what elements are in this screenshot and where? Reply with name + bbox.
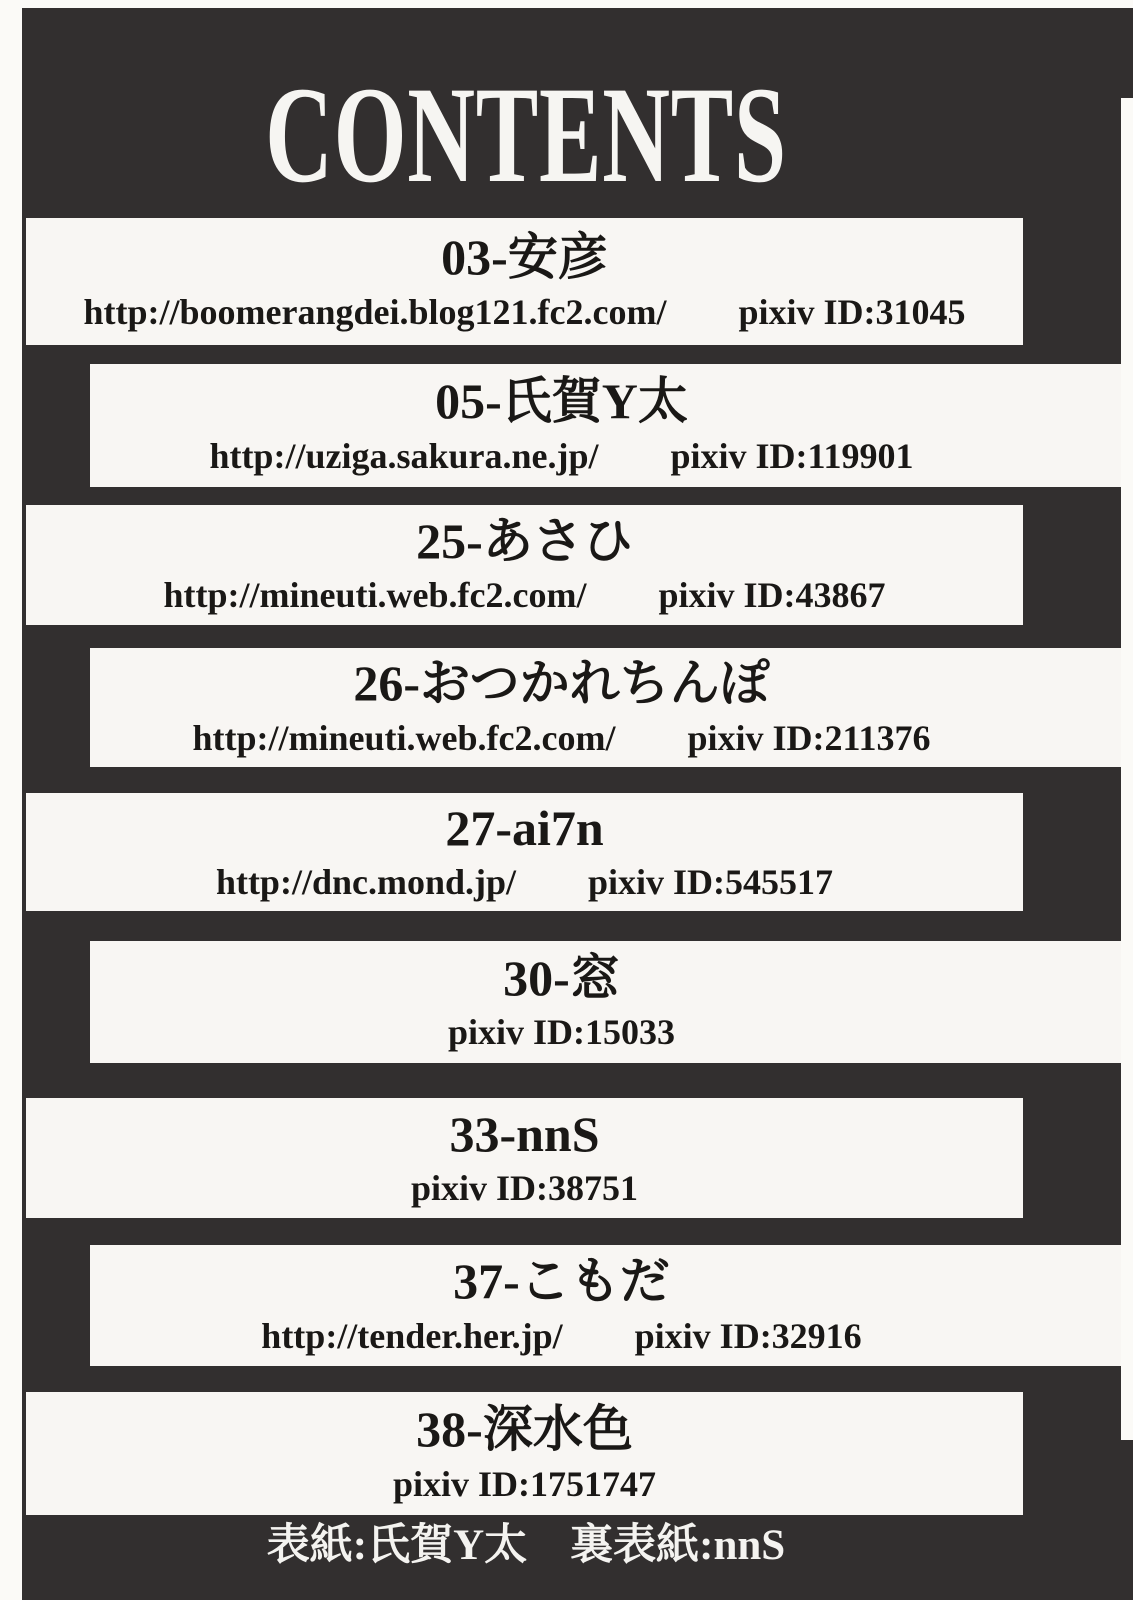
contents-entry <box>90 648 1121 767</box>
scan-edge-top-right <box>1121 8 1133 98</box>
entry-pixiv-id: pixiv ID:1751747 <box>392 1463 657 1504</box>
entry-url: http://uziga.sakura.ne.jp/ <box>209 435 599 476</box>
entry-info <box>216 864 833 902</box>
entry-title: 25-あさひ <box>416 512 633 569</box>
scan-edge-bottom-right <box>1121 1440 1133 1600</box>
contents-entry <box>26 505 1023 625</box>
entry-title: 26-おつかれちんぽ <box>353 655 770 712</box>
entry-pixiv-id: pixiv ID:15033 <box>447 1012 676 1053</box>
entry-info <box>192 717 931 758</box>
entry-title: 38-深水色 <box>416 1401 633 1458</box>
entry-title: 37-こもだ <box>453 1253 670 1310</box>
entry-info <box>164 577 886 615</box>
contents-entry <box>26 793 1023 911</box>
entry-info <box>83 291 966 332</box>
entry-pixiv-id: pixiv ID:119901 <box>670 435 914 476</box>
contents-entry <box>90 941 1121 1063</box>
entry-pixiv-id: pixiv ID:43867 <box>658 575 886 616</box>
cover-credits: 表紙:氏賀Y太 裏表紙:nnS <box>266 1522 786 1569</box>
entry-title: 33-nnS <box>449 1105 600 1162</box>
contents-entry <box>26 1098 1023 1218</box>
entry-title: 30-窓 <box>503 949 620 1006</box>
entry-pixiv-id: pixiv ID:32916 <box>634 1315 862 1356</box>
entry-url: http://mineuti.web.fc2.com/ <box>163 575 587 616</box>
entry-title: 03-安彦 <box>441 229 608 286</box>
contents-entry <box>90 364 1121 487</box>
entry-info <box>411 1170 638 1208</box>
entry-url: http://mineuti.web.fc2.com/ <box>192 717 616 758</box>
page-title: CONTENTS <box>265 58 787 211</box>
entry-info <box>392 1463 657 1504</box>
entry-title: 05-氏賀Y太 <box>435 373 688 430</box>
entry-info <box>261 1315 862 1356</box>
entry-info <box>209 435 914 476</box>
entry-pixiv-id: pixiv ID:545517 <box>588 862 834 903</box>
contents-entry <box>26 1392 1023 1515</box>
contents-entry <box>26 218 1023 345</box>
entry-title: 27-ai7n <box>445 799 604 856</box>
entry-pixiv-id: pixiv ID:31045 <box>738 291 966 332</box>
entry-pixiv-id: pixiv ID:38751 <box>410 1168 639 1209</box>
entry-pixiv-id: pixiv ID:211376 <box>687 717 931 758</box>
entry-url: http://boomerangdei.blog121.fc2.com/ <box>83 291 667 332</box>
entry-url: http://tender.her.jp/ <box>261 1315 563 1356</box>
entry-url: http://dnc.mond.jp/ <box>215 862 517 903</box>
contents-entry <box>90 1245 1121 1366</box>
entry-info <box>448 1014 675 1052</box>
